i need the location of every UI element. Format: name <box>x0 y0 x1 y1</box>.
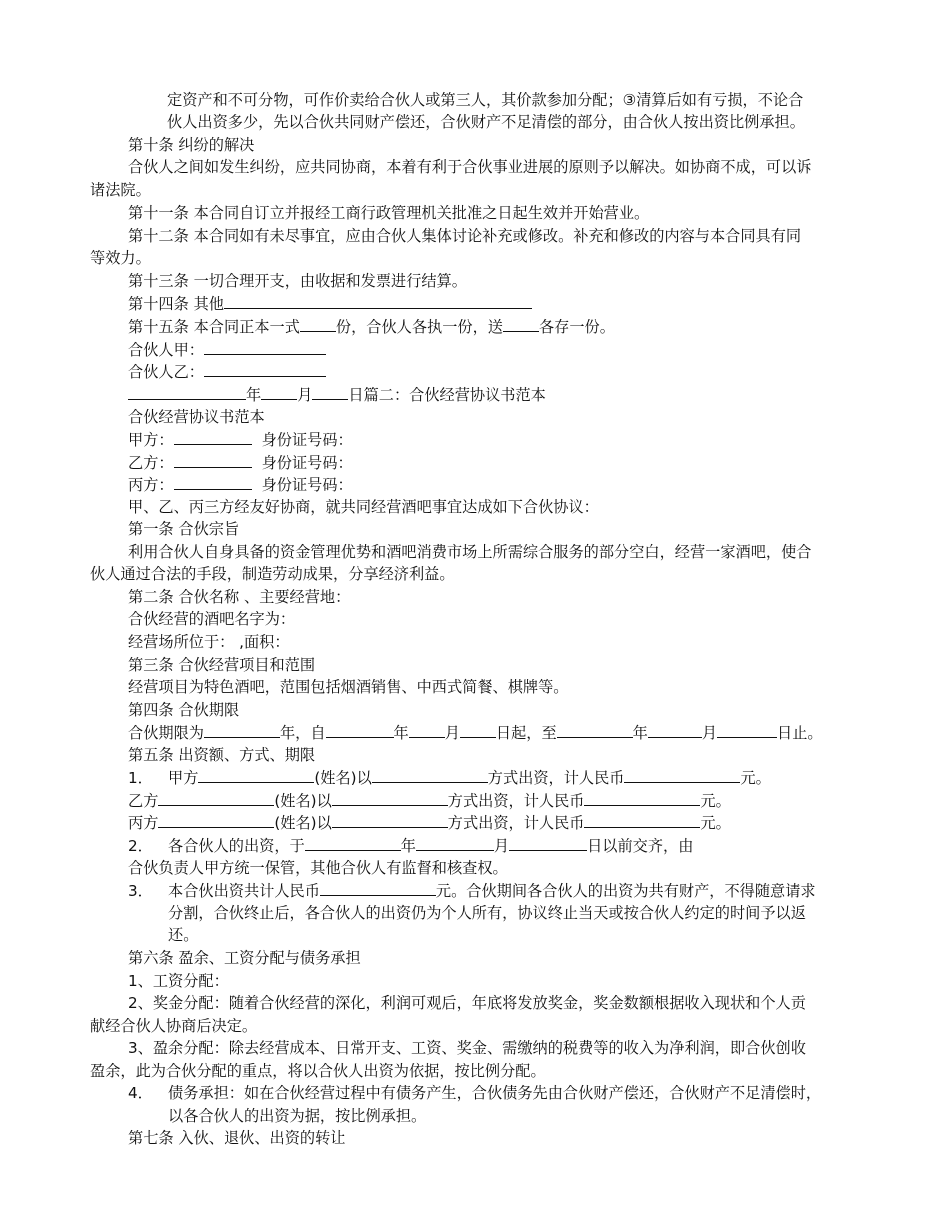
text-segment: 年 <box>246 386 262 404</box>
text-segment: 各存一份。 <box>538 318 615 336</box>
text-segment: 乙方 <box>128 792 159 810</box>
text-segment: (姓名)以 <box>274 814 332 832</box>
text-line: 还。 <box>168 926 199 944</box>
text-segment: 年 <box>393 724 409 742</box>
blank-line <box>416 834 494 851</box>
text-segment: 日止。 <box>777 724 823 742</box>
deadline-line <box>128 834 693 857</box>
article-heading: 第二条 合伙名称 、主要经营地： <box>128 588 351 606</box>
text-line: 伙人通过合法的手段，制造劳动成果，分享经济利益。 <box>90 565 455 583</box>
blank-line <box>326 721 394 738</box>
text-line: 等效力。 <box>90 249 151 267</box>
text-segment: 元。 <box>700 792 731 810</box>
blank-line <box>584 789 700 806</box>
text-line: 分割，合伙终止后，各合伙人的出资仍为个人所有，协议终止当天或按合伙人约定的时间予以返 <box>168 904 806 922</box>
text-line: 献经合伙人协商后决定。 <box>90 1017 258 1035</box>
blank-line <box>174 473 252 490</box>
blank-line <box>158 789 274 806</box>
blank-line <box>128 383 246 400</box>
blank-line <box>204 360 326 377</box>
text-segment: 身份证号码： <box>261 476 353 494</box>
total-line <box>128 879 816 902</box>
text-segment: 日篇二：合伙经营协议书范本 <box>348 386 546 404</box>
article-heading <box>128 315 615 338</box>
text-segment: 年，自 <box>279 724 326 742</box>
signature-line <box>128 338 326 361</box>
blank-line <box>198 766 314 783</box>
blank-line <box>158 811 274 828</box>
text-segment: 日起，至 <box>495 724 557 742</box>
blank-line <box>174 428 252 445</box>
text-line: 合伙负责人甲方统一保管，其他合伙人有监督和核查权。 <box>128 859 508 877</box>
article-heading: 第五条 出资额、方式、期限 <box>128 746 316 764</box>
text-line: 伙人出资多少，先以合伙共同财产偿还，合伙财产不足清偿的部分，由合伙人按出资比例承担。 <box>167 113 805 131</box>
party-line <box>128 473 353 496</box>
blank-line <box>305 834 401 851</box>
blank-line <box>460 721 496 738</box>
blank-line <box>300 315 336 332</box>
text-segment: 方式出资，计人民币 <box>447 814 585 832</box>
list-number: 3． <box>128 882 153 900</box>
text-segment: (姓名)以 <box>314 769 372 787</box>
blank-line <box>509 834 587 851</box>
text-segment: 身份证号码： <box>261 454 353 472</box>
list-number: 2． <box>128 837 153 855</box>
text-segment: 合伙期限为 <box>128 724 204 742</box>
text-segment: 元。 <box>700 814 731 832</box>
article-heading: 第十一条 本合同自订立并报经工商行政管理机关批准之日起生效并开始营业。 <box>128 204 650 222</box>
text-segment: 丙方 <box>128 814 159 832</box>
text-segment: 月 <box>297 386 313 404</box>
text-segment: 元。 <box>740 769 771 787</box>
text-segment: 日以前交齐，由 <box>587 837 694 855</box>
list-number: 4． <box>128 1084 153 1102</box>
blank-line <box>372 766 488 783</box>
text-line: 定资产和不可分物，可作价卖给合伙人或第三人，其价款参加分配；③清算后如有亏损，不论合 <box>167 91 804 109</box>
blank-line <box>717 721 777 738</box>
article-heading: 第三条 合伙经营项目和范围 <box>128 656 316 674</box>
text-segment: 债务承担：如在合伙经营过程中有债务产生，合伙债务先由合伙财产偿还，合伙财产不足清偿时， <box>168 1084 822 1102</box>
blank-line <box>332 789 448 806</box>
blank-line <box>312 383 348 400</box>
text-segment: 第十五条 本合同正本一式 <box>128 318 300 336</box>
list-number: 1． <box>128 769 153 787</box>
blank-line <box>224 292 532 309</box>
article-heading: 第四条 合伙期限 <box>128 701 240 719</box>
text-segment: 合伙人乙： <box>128 363 204 381</box>
contribution-line <box>128 766 771 789</box>
article-heading: 第七条 入伙、退伙、出资的转让 <box>128 1129 346 1147</box>
blank-line <box>204 338 326 355</box>
debt-line <box>128 1082 821 1104</box>
text-line: 诸法院。 <box>90 181 151 199</box>
text-segment: 方式出资，计人民币 <box>487 769 625 787</box>
blank-line <box>332 811 448 828</box>
text-line: 利用合伙人自身具备的资金管理优势和酒吧消费市场上所需综合服务的部分空白，经营一家酒吧，使合 <box>128 543 812 561</box>
text-segment: 方式出资，计人民币 <box>447 792 585 810</box>
text-segment: 各合伙人的出资，于 <box>168 837 305 855</box>
blank-line <box>624 766 740 783</box>
text-segment: 甲方 <box>168 769 199 787</box>
text-line: 合伙人之间如发生纠纷，应共同协商，本着有利于合伙事业进展的原则予以解决。如协商不成，可以诉 <box>128 158 812 176</box>
term-line <box>128 721 823 744</box>
text-segment: 第十四条 其他 <box>128 295 224 313</box>
text-segment: 月 <box>444 724 460 742</box>
text-segment: 月 <box>493 837 510 855</box>
text-segment: 丙方： <box>128 476 174 494</box>
blank-line <box>557 721 633 738</box>
text-line: 合伙经营的酒吧名字为： <box>128 610 296 628</box>
blank-line <box>261 383 297 400</box>
article-heading: 第十条 纠纷的解决 <box>128 136 255 154</box>
article-heading: 第十三条 一切合理开支，由收据和发票进行结算。 <box>128 272 467 290</box>
text-line: 经营场所位于： ,面积： <box>128 633 290 651</box>
text-segment: 身份证号码： <box>261 431 353 449</box>
contribution-line <box>128 811 731 834</box>
party-line <box>128 451 353 474</box>
blank-line <box>409 721 445 738</box>
blank-line <box>503 315 539 332</box>
text-line: 经营项目为特色酒吧，范围包括烟酒销售、中西式简餐、棋牌等。 <box>128 678 569 696</box>
text-line: 甲、乙、丙三方经友好协商，就共同经营酒吧事宜达成如下合伙协议： <box>128 498 599 516</box>
blank-line <box>174 451 252 468</box>
text-line: 3、盈余分配：除去经营成本、日常开支、工资、奖金、需缴纳的税费等的收入为净利润，即合伙创收 <box>128 1039 806 1057</box>
text-segment: 份，合伙人各执一份，送 <box>335 318 503 336</box>
text-segment: 甲方： <box>128 431 174 449</box>
article-heading <box>128 292 532 315</box>
text-segment: 年 <box>400 837 416 855</box>
contribution-line <box>128 789 731 812</box>
article-heading: 第十二条 本合同如有未尽事宜，应由合伙人集体讨论补充或修改。补充和修改的内容与本合同具有同 <box>128 227 802 245</box>
blank-line <box>648 721 702 738</box>
text-segment: 合伙人甲： <box>128 341 204 359</box>
article-heading: 第一条 合伙宗旨 <box>128 520 240 538</box>
article-heading: 第六条 盈余、工资分配与债务承担 <box>128 949 361 967</box>
text-line: 1、工资分配： <box>128 972 229 990</box>
text-segment: 月 <box>701 724 717 742</box>
signature-line <box>128 360 326 383</box>
party-line <box>128 428 353 451</box>
text-line: 以各合伙人的出资为据，按比例承担。 <box>168 1107 427 1125</box>
text-segment: 本合伙出资共计人民币 <box>168 882 320 900</box>
text-line: 2、奖金分配：随着合伙经营的深化，利润可观后，年底将发放奖金，奖金数额根据收入现状和个人贡 <box>128 994 806 1012</box>
blank-line <box>320 879 436 896</box>
text-segment: 元。合伙期间各合伙人的出资为共有财产，不得随意请求 <box>435 882 816 900</box>
document-title: 合伙经营协议书范本 <box>128 408 265 426</box>
text-segment: 乙方： <box>128 454 174 472</box>
date-line <box>128 383 546 406</box>
text-segment: (姓名)以 <box>274 792 332 810</box>
text-line: 盈余，此为合伙分配的重点，将以合伙人出资为依据，按比例分配。 <box>90 1062 546 1080</box>
text-segment: 年 <box>632 724 648 742</box>
blank-line <box>584 811 700 828</box>
blank-line <box>204 721 280 738</box>
